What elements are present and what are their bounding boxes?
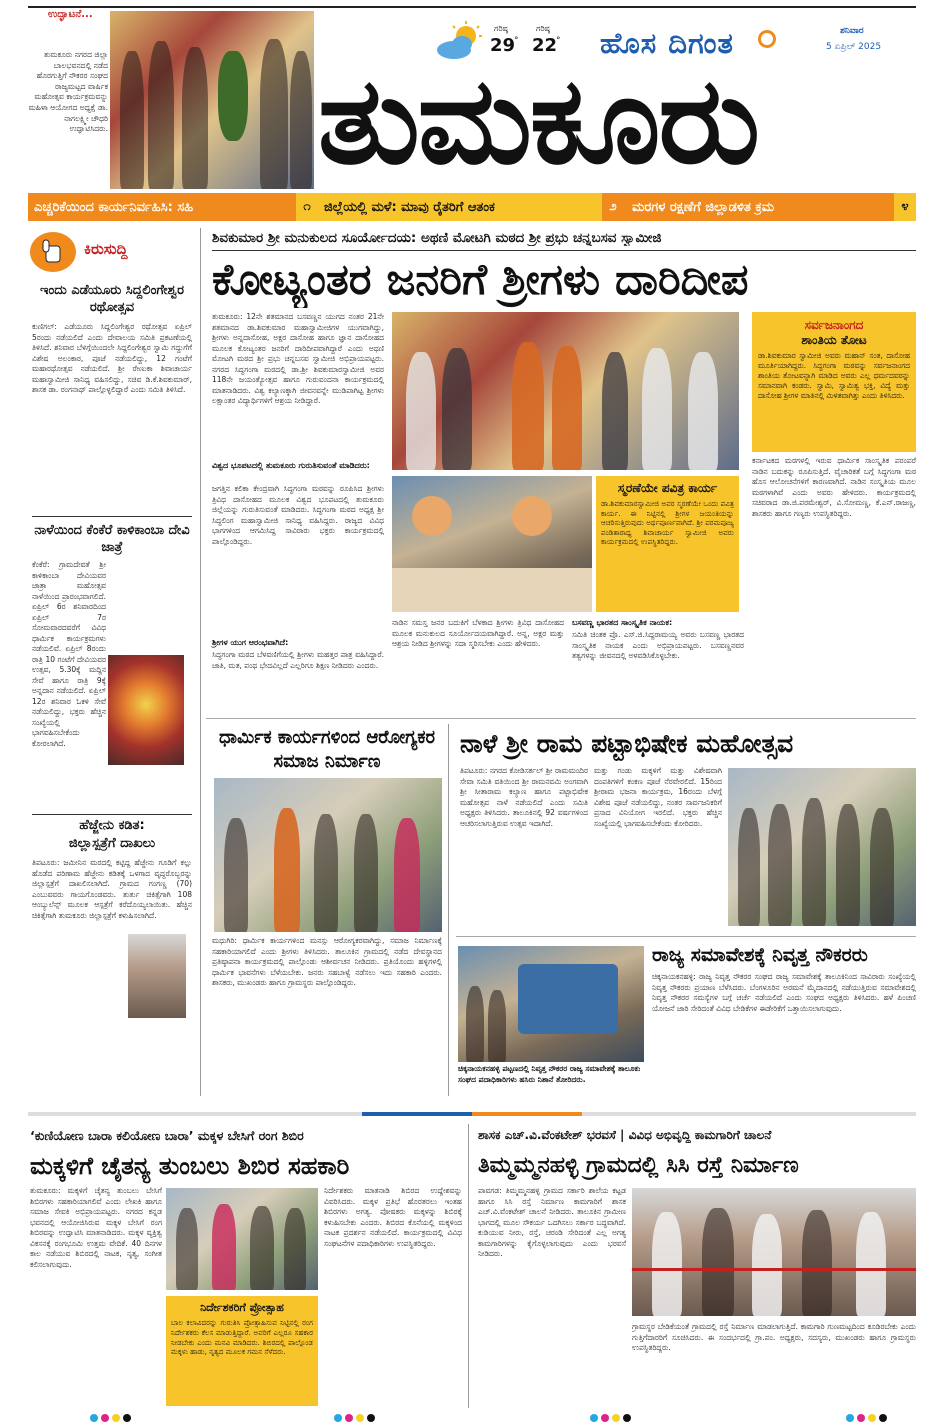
degree-icon: ° [556, 36, 561, 46]
lead-sub-2: ಶ್ರೀಗಳ ಯುಗ ಆರಂಭವಾಗಿದೆ: [212, 638, 289, 647]
rama-body-2: ಮತ್ತು ಗಂಡು ಮಕ್ಕಳಿಗೆ ಮತ್ತು ವಿಶೇಷವಾಗಿ ದಂಪತಿಗಳಿಗೆ ಕಂಕಣ ಪೂಜೆ ನೆರವೇರಲಿದೆ. 15ರಿಂದ ಶ್ರೀರಾಮ ಭಜನಾ ಕಾರ್ಯಕ್ರಮ, 16ರಂದು ಬೆಳಗ್ಗೆ ವಿಶೇಷ ಪೂಜೆ ನಡೆಯಲಿದ್ದು, ನಂತರ ಸಾರ್ವಜನಿಕರಿಗೆ ಪ್ರಸಾದ ವಿನಿಯೋಗ ಇರಲಿದೆ. ಭಕ್ತರು ಹೆಚ್ಚಿನ ಸಂಖ್ಯೆಯಲ್ಲಿ ಭಾಗವಹಿಸಬೇಕೆಂದು ಕೋರಿದರು. [594, 766, 722, 828]
road-body-1: ಪಾವಗಡ: ತಿಮ್ಮಮ್ಮನಹಳ್ಳಿ ಗ್ರಾಮದ ಸರ್ಕಾರಿ ಶಾಲೆಯ ಕಟ್ಟಡ ಹಾಗೂ ಸಿಸಿ ರಸ್ತೆ ನಿರ್ಮಾಣ ಕಾಮಗಾರಿಗೆ ಶಾಸಕ ಎಚ್.ವಿ.ವೆಂಕಟೇಶ್ ಚಾಲನೆ ನೀಡಿದರು. ತಾಲೂಕಿನ ಗ್ರಾಮೀಣ ಭಾಗದಲ್ಲಿ ಮೂಲ ಸೌಕರ್ಯ ಒದಗಿಸಲು ಸರ್ಕಾರ ಬದ್ಧವಾಗಿದೆ. ಕುಡಿಯುವ ನೀರು, ರಸ್ತೆ, ಚರಂಡಿ ಸೇರಿದಂತೆ ಎಲ್ಲ ಅಗತ್ಯ ಕಾಮಗಾರಿಗಳನ್ನು ಕೈಗೊಳ್ಳಲಾಗುವುದು ಎಂದು ಭರವಸೆ ನೀಡಿದರು. [478, 1186, 626, 1258]
brief-2-text-cont [110, 562, 192, 652]
section-divider [28, 1112, 916, 1116]
brief-2-headline: ನಾಳೆಯಿಂದ ಕೆಂಕೆರೆ ಕಾಳಿಕಾಂಬಾ ದೇವಿ ಜಾತ್ರೆ [34, 523, 190, 555]
issue-date: 5 ಏಪ್ರಿಲ್ 2025 [826, 42, 882, 52]
strip-item-3[interactable] [624, 193, 916, 221]
box-shantiya-thota [752, 312, 916, 452]
temp-max-label: ಗರಿಷ್ಠ [494, 24, 508, 33]
col-separator [468, 1124, 469, 1408]
inauguration-photo [110, 11, 314, 189]
camp-headline: ಮಕ್ಕಳಿಗೆ ಚೈತನ್ಯ ತುಂಬಲು ಶಿಬಿರ ಸಹಕಾರಿ [30, 1152, 350, 1180]
inauguration-caption: ತುಮಕೂರು ನಗರದ ಜಿಲ್ಲಾ ಬಾಲಭವನದಲ್ಲಿ ನಡೆದ ಹೊರಗುತ್ತಿಗೆ ನೌಕರರ ಸಂಘದ ರಾಜ್ಯಮಟ್ಟದ ವಾರ್ಷಿಕ ಮಹೋತ್ಸವ ಕಾರ್ಯಕ್ರಮವನ್ನು ಮಹಿಳಾ ಆಯೋಗದ ಅಧ್ಯಕ್ಷೆ ಡಾ. ನಾಗಲಕ್ಷ್ಮೀ ಚೌಧರಿ ಉದ್ಘಾಟಿಸಿದರು. [28, 50, 108, 134]
camp-photo [166, 1188, 318, 1290]
registration-marks [846, 1414, 887, 1422]
left-divider [32, 814, 192, 815]
paper-logo-icon [758, 30, 776, 48]
box-nirdeshakarige [166, 1296, 318, 1406]
registration-marks [90, 1414, 131, 1422]
lead-body-5: ಸಮಿತಿ ಚಿಂತಕ ಪ್ರೊ. ಎಸ್.ಜಿ.ಸಿದ್ದರಾಮಯ್ಯ ಅವರು ಬಸವಣ್ಣ ಭಾರತದ ಸಾಂಸ್ಕೃತಿಕ ನಾಯಕ ಎಂದು ಅಭಿಪ್ರಾಯಪಟ್ಟರು. ಬಸವಣ್ಣನವರ ತತ್ವಗಳನ್ನು ಜೀವನದಲ್ಲಿ ಅಳವಡಿಸಿಕೊಳ್ಳಬೇಕು. [572, 630, 744, 660]
brief-2-text: ಕೆಂಕೆರೆ: ಗ್ರಾಮದೇವತೆ ಶ್ರೀ ಕಾಳಿಕಾಂಬಾ ದೇವಿಯವರ ಜಾತ್ರಾ ಮಹೋತ್ಸವ ನಾಳೆಯಿಂದ ಪ್ರಾರಂಭವಾಗಲಿದೆ. ಏಪ್ರಿಲ್ 6ರ ಶನಿವಾರದಿಂದ ಏಪ್ರಿಲ್ 7ರ ಸೋಮವಾರದವರೆಗೆ ವಿವಿಧ ಧಾರ್ಮಿಕ ಕಾರ್ಯಕ್ರಮಗಳು ನಡೆಯಲಿವೆ. ಏಪ್ರಿಲ್ 8ರಂದು ರಾತ್ರಿ 10 ಗಂಟೆಗೆ ದೇವಿಯವರ ಉತ್ಸವ, 5.30ಕ್ಕೆ ಮದ್ದಿನ ಸೇವೆ ಹಾಗೂ ರಾತ್ರಿ 9ಕ್ಕೆ ಅನ್ನದಾನ ನಡೆಯಲಿದೆ. ಏಪ್ರಿಲ್ 12ರ ಶನಿವಾರ ಓಕಳಿ ಸೇವೆ ನಡೆಯಲಿದ್ದು, ಭಕ್ತರು ಹೆಚ್ಚಿನ ಸಂಖ್ಯೆಯಲ್ಲಿ ಭಾಗವಹಿಸಬೇಕೆಂದು ಕೋರಲಾಗಿದೆ. [32, 560, 106, 748]
road-body-2: ಗ್ರಾಮಸ್ಥರ ಬೇಡಿಕೆಯಂತೆ ಗ್ರಾಮದಲ್ಲಿ ರಸ್ತೆ ನಿರ್ಮಾಣ ಮಾಡಲಾಗುತ್ತಿದೆ. ಕಾಮಗಾರಿ ಗುಣಮಟ್ಟದಿಂದ ಕೂಡಿರಬೇಕು ಎಂದು ಗುತ್ತಿಗೆದಾರರಿಗೆ ಸೂಚಿಸಿದರು. ಈ ಸಂದರ್ಭದಲ್ಲಿ ಗ್ರಾ.ಪಂ. ಅಧ್ಯಕ್ಷರು, ಸದಸ್ಯರು, ಮುಖಂಡರು ಹಾಗೂ ಗ್ರಾಮಸ್ಥರು ಉಪಸ್ಥಿತರಿದ್ದರು. [632, 1322, 916, 1352]
registration-marks [590, 1414, 631, 1422]
lead-body-3: ಸಿದ್ಧಗಂಗಾ ಮಠದ ಬೆಳವಣಿಗೆಯಲ್ಲಿ ಶ್ರೀಗಳು ಮಹತ್ತರ ಪಾತ್ರ ವಹಿಸಿದ್ದಾರೆ. ಜಾತಿ, ಮತ, ಪಂಥ ಭೇದವಿಲ್ಲದೆ ಎಲ್ಲರಿಗೂ ಶಿಕ್ಷಣ ನೀಡಿದರು ಎಂದರು. [212, 650, 384, 670]
rama-body-1: ತಿಪಟೂರು: ನಗರದ ಕೋಡಿಸರ್ಕಲ್ ಶ್ರೀ ರಾಮಮಂದಿರ ಸೇವಾ ಸಮಿತಿ ವತಿಯಿಂದ ಶ್ರೀ ರಾಮನವಮಿ ಅಂಗವಾಗಿ ಶ್ರೀ ಸೀತಾರಾಮ ಕಲ್ಯಾಣ ಹಾಗೂ ಪಟ್ಟಾಭಿಷೇಕ ಮಹೋತ್ಸವ ನಾಳೆ ನಡೆಯಲಿದೆ ಎಂದು ಸಮಿತಿ ಅಧ್ಯಕ್ಷರು ತಿಳಿಸಿದರು. ತಾಲೂಕಿನಲ್ಲಿ 92 ವರ್ಷಗಳಿಂದ ಆಚರಿಸಲಾಗುತ್ತಿರುವ ಉತ್ಸವ ಇದಾಗಿದೆ. [460, 766, 588, 828]
brief-1-headline: ಇಂದು ಎಡೆಯೂರು ಸಿದ್ದಲಿಂಗೇಶ್ವರ ರಥೋತ್ಸವ [40, 283, 184, 315]
road-photo [632, 1188, 916, 1316]
temp-min-value: 22 [532, 35, 558, 56]
city-title: ತುಮಕೂರು [318, 52, 759, 191]
strip-item-1-text: ಎಚ್ಚರಿಕೆಯಿಂದ ಕಾರ್ಯನಿರ್ವಹಿಸಿ: ಸಹಿ [34, 199, 194, 215]
brief-3-headline-a: ಹೆಜ್ಜೇನು ಕಡಿತ: [79, 818, 145, 833]
bus-photo [458, 946, 644, 1062]
left-divider [32, 516, 192, 517]
lead-kicker: ಶಿವಕುಮಾರ ಶ್ರೀ ಮನುಕುಲದ ಸೂರ್ಯೋದಯ: ಅಥಣಿ ಮೋಟಗಿ ಮಠದ ಶ್ರೀ ಪ್ರಭು ಚನ್ನಬಸವ ಸ್ವಾಮೀಜಿ [212, 230, 662, 246]
lead-second-photo [392, 476, 592, 612]
top-rule [28, 6, 916, 8]
kalikamba-idol-photo [108, 655, 184, 765]
paper-name: ಹೊಸ ದಿಗಂತ [600, 26, 734, 60]
kirusuddi-brand: ಕಿರುಸುದ್ದಿ [84, 240, 128, 258]
box-1-title-1: ಸರ್ವಜನಾಂಗದ [804, 318, 864, 332]
degree-icon: ° [514, 36, 519, 46]
hand-icon [40, 238, 66, 266]
temp-max-value: 29 [490, 35, 516, 56]
rama-photo [728, 768, 916, 926]
brief-3-text: ತಿಪಟೂರು: ಜಮೀನಿನ ಮರದಲ್ಲಿ ಕಟ್ಟಿದ್ದ ಹೆಜ್ಜೇನು ಗೂಡಿಗೆ ಕಲ್ಲು ಹೊಡೆದ ಪರಿಣಾಮ ಹೆಜ್ಜೇನು ಕಡಿತಕ್ಕೆ ಒಳಗಾದ ವೃದ್ಧರೊಬ್ಬರನ್ನು ಜಿಲ್ಲಾಸ್ಪತ್ರೆಗೆ ದಾಖಲಿಸಲಾಗಿದೆ. ಗ್ರಾಮದ ಗಂಗಣ್ಣ (70) ಎಂಬುವವರು ಗಾಯಗೊಂಡವರು. ತುರ್ತು ಚಿಕಿತ್ಸೆಗಾಗಿ 108 ಆಂಬ್ಯುಲೆನ್ಸ್ ಮೂಲಕ ಆಸ್ಪತ್ರೆಗೆ ಕರೆದೊಯ್ಯಲಾಯಿತು. ಹೆಚ್ಚಿನ ಚಿಕಿತ್ಸೆಗಾಗಿ ತುಮಕೂರು ಜಿಲ್ಲಾಸ್ಪತ್ರೆಗೆ ಕಳುಹಿಸಲಾಗಿದೆ. [32, 858, 192, 920]
health-photo [214, 778, 442, 932]
health-headline: ಧಾರ್ಮಿಕ ಕಾರ್ಯಗಳಿಂದ ಆರೋಗ್ಯಕರ ಸಮಾಜ ನಿರ್ಮಾಣ [219, 727, 435, 772]
lead-kicker-underline [212, 250, 916, 251]
strip-item-2-text: ಜಿಲ್ಲೆಯಲ್ಲಿ ಮಳೆ: ಮಾವು ರೈತರಿಗೆ ಆತಂಕ [324, 199, 495, 215]
rama-headline: ನಾಳೆ ಶ್ರೀ ರಾಮ ಪಟ್ಟಾಭಿಷೇಕ ಮಹೋತ್ಸವ [460, 729, 794, 758]
patient-photo [128, 934, 186, 1018]
lead-body-6: ಕರ್ನಾಟಕದ ಮಠಗಳಲ್ಲಿ ಇರುವ ಧಾರ್ಮಿಕ ಸಾಂಸ್ಕೃತಿಕ ಪರಂಪರೆ ನಾಡಿನ ಬದುಕನ್ನು ರೂಪಿಸುತ್ತಿದೆ. ವೈಚಾರಿಕತೆ ಬಗ್ಗೆ ಸಿದ್ಧಗಂಗಾ ಮಠ ಹೊಸ ಆಲೋಚನೆಗಳಿಗೆ ಕಾರಣವಾಗಿದೆ. ನಾಡಿನ ಸಂಸ್ಕೃತಿಯ ಮೂಲ ಮಠಗಳಾಗಿವೆ ಎಂದು ಅವರು ಹೇಳಿದರು. ಕಾರ್ಯಕ್ರಮದಲ್ಲಿ ಸಚಿವರಾದ ಡಾ.ಜಿ.ಪರಮೇಶ್ವರ್, ವಿ.ಸೋಮಣ್ಣ, ಕೆ.ಎನ್.ರಾಜಣ್ಣ, ಶಾಸಕರು ಹಾಗೂ ಗಣ್ಯರು ಉಪಸ್ಥಿತರಿದ್ದರು. [752, 456, 916, 518]
box-2-text: ಡಾ.ಶಿವಕುಮಾರಸ್ವಾಮೀಜಿ ಅವರ ಸ್ಮರಣೆಯೇ ಒಂದು ಪವಿತ್ರ ಕಾರ್ಯ. ಈ ನಿಟ್ಟಿನಲ್ಲಿ ಶ್ರೀಗಳ ಜಯಂತಿಯನ್ನು ಆಚರಿಸುತ್ತಿರುವುದು ಅರ್ಥಪೂರ್ಣವಾಗಿದೆ. ಶ್ರೀ ಪರಮಪೂಜ್ಯ ಪಂಡಿತಾರಾಧ್ಯ ಶಿವಾಚಾರ್ಯ ಸ್ವಾಮೀಜಿ ಅವರು ಕಾರ್ಯಕ್ರಮದಲ್ಲಿ ಉಪಸ್ಥಿತರಿದ್ದರು. [601, 499, 734, 547]
camp-body-1: ತುಮಕೂರು: ಮಕ್ಕಳಿಗೆ ಚೈತನ್ಯ ತುಂಬಲು ಬೇಸಿಗೆ ಶಿಬಿರಗಳು ಸಹಕಾರಿಯಾಗಲಿವೆ ಎಂದು ಲೇಖಕಿ ಹಾಗೂ ಸಮಾಜ ಸೇವಕಿ ಅಭಿಪ್ರಾಯಪಟ್ಟರು. ನಗರದ ಕನ್ನಡ ಭವನದಲ್ಲಿ ಆಯೋಜಿಸಿರುವ ಮಕ್ಕಳ ಬೇಸಿಗೆ ರಂಗ ಶಿಬಿರವನ್ನು ಉದ್ಘಾಟಿಸಿ ಮಾತನಾಡಿದರು. ಮಕ್ಕಳ ವ್ಯಕ್ತಿತ್ವ ವಿಕಸನಕ್ಕೆ ರಂಗಭೂಮಿ ಉತ್ತಮ ವೇದಿಕೆ. 40 ದಿನಗಳ ಕಾಲ ನಡೆಯುವ ಶಿಬಿರದಲ್ಲಿ ನಾಟಕ, ನೃತ್ಯ, ಸಂಗೀತ ಕಲಿಸಲಾಗುವುದು. [30, 1186, 162, 1269]
col-separator [200, 228, 201, 1096]
rama-bottom-rule [456, 936, 916, 937]
lead-main-photo [392, 312, 739, 470]
bus-caption: ಚಿಕ್ಕನಾಯಕನಹಳ್ಳಿ ಪಟ್ಟಣದಲ್ಲಿ ನಿವೃತ್ತ ನೌಕರರ ರಾಜ್ಯ ಸಮಾವೇಶಕ್ಕೆ ತಾಲೂಕು ಸಂಘದ ಪದಾಧಿಕಾರಿಗಳು ಹಸಿರು ನಿಶಾನೆ ತೋರಿದರು. [458, 1064, 641, 1084]
registration-marks [334, 1414, 375, 1422]
road-kicker: ಶಾಸಕ ಎಚ್.ವಿ.ವೆಂಕಟೇಶ್ ಭರವಸೆ | ವಿವಿಧ ಅಭಿವೃದ್ಧಿ ಕಾಮಗಾರಿಗೆ ಚಾಲನೆ [478, 1128, 772, 1142]
strip-item-1-page: ೧ [296, 193, 318, 221]
lead-bottom-rule [206, 718, 916, 719]
strip-item-3-page: ೪ [894, 193, 916, 221]
lead-body-2: ಜಗತ್ತಿನ ಕಲಿಕಾ ಕೇಂದ್ರವಾಗಿ ಸಿದ್ಧಗಂಗಾ ಮಠವನ್ನು ರೂಪಿಸಿದ ಶ್ರೀಗಳು ತ್ರಿವಿಧ ದಾಸೋಹದ ಮೂಲಕ ವಿಶ್ವದ ಭೂಪಟದಲ್ಲಿ ತುಮಕೂರು ಜಿಲ್ಲೆಯನ್ನು ಗುರುತಿಸುವಂತೆ ಮಾಡಿದರು. ಸಿದ್ಧಗಂಗಾ ಮಠದ ಅಧ್ಯಕ್ಷ ಶ್ರೀ ಸಿದ್ಧಲಿಂಗ ಮಹಾಸ್ವಾಮೀಜಿ ಸಾನಿಧ್ಯ ವಹಿಸಿದ್ದರು. ರಾಜ್ಯದ ವಿವಿಧ ಭಾಗಗಳಿಂದ ಆಗಮಿಸಿದ್ದ ಸಾವಿರಾರು ಭಕ್ತರು ಕಾರ್ಯಕ್ರಮದಲ್ಲಿ ಪಾಲ್ಗೊಂಡಿದ್ದರು. [212, 484, 384, 546]
strip-item-1[interactable] [28, 193, 318, 221]
lead-body-1: ತುಮಕೂರು: 12ನೇ ಶತಮಾನದ ಬಸವಣ್ಣನ ಯುಗದ ನಂತರ 21ನೇ ಶತಮಾನದ ಡಾ.ಶಿವಕುಮಾರ ಮಹಾಸ್ವಾಮೀಜಿಗಳ ಯುಗವಾಗಿದ್ದು, ಶ್ರೀಗಳು ಅನ್ನದಾಸೋಹ, ಅಕ್ಷರ ದಾಸೋಹ ಹಾಗೂ ಜ್ಞಾನ ದಾಸೋಹದ ಮೂಲಕ ಕೋಟ್ಯಂತರ ಜನರಿಗೆ ದಾರಿದೀಪವಾಗಿದ್ದಾರೆ ಎಂದು ಅಥಣಿ ಮೋಟಗಿ ಮಠದ ಶ್ರೀ ಪ್ರಭು ಚನ್ನಬಸವ ಸ್ವಾಮೀಜಿ ಅಭಿಪ್ರಾಯಪಟ್ಟರು. ನಗರದ ಸಿದ್ಧಗಂಗಾ ಮಠದಲ್ಲಿ ಡಾ.ಶ್ರೀ ಶಿವಕುಮಾರಸ್ವಾಮೀಜಿ ಅವರ 118ನೇ ಜಯಂತ್ಯೋತ್ಸವ ಹಾಗೂ ಗುರುವಂದನಾ ಕಾರ್ಯಕ್ರಮದಲ್ಲಿ ಮಾತನಾಡಿದರು. ವಿಶ್ವ ಕಲ್ಯಾಣಕ್ಕಾಗಿ ಜೀವನವನ್ನೇ ಮುಡಿಪಾಗಿಟ್ಟ ಶ್ರೀಗಳು ಲಕ್ಷಾಂತರ ವಿದ್ಯಾರ್ಥಿಗಳಿಗೆ ಆಶ್ರಯ ನೀಡಿದ್ದಾರೆ. [212, 312, 384, 405]
road-headline: ತಿಮ್ಮಮ್ಮನಹಳ್ಳಿ ಗ್ರಾಮದಲ್ಲಿ ಸಿಸಿ ರಸ್ತೆ ನಿರ್ಮಾಣ [478, 1153, 799, 1178]
camp-box-text: ಬಾಲ ಕಲಾವಿದರನ್ನು ಗುರುತಿಸಿ ಪ್ರೋತ್ಸಾಹಿಸುವ ನಿಟ್ಟಿನಲ್ಲಿ ರಂಗ ನಿರ್ದೇಶಕರು ಕೆಲಸ ಮಾಡುತ್ತಿದ್ದಾರೆ. ಅವರಿಗೆ ಎಲ್ಲರೂ ಸಹಕಾರ ನೀಡಬೇಕು ಎಂದು ಮನವಿ ಮಾಡಿದರು. ಶಿಬಿರದಲ್ಲಿ ಪಾಲ್ಗೊಂಡ ಮಕ್ಕಳು ಹಾಡು, ನೃತ್ಯದ ಮೂಲಕ ಗಮನ ಸೆಳೆದರು. [171, 1318, 313, 1357]
lead-headline: ಕೋಟ್ಯಂತರ ಜನರಿಗೆ ಶ್ರೀಗಳು ದಾರಿದೀಪ [212, 255, 749, 305]
camp-kicker: ‘ಕುಣಿಯೋಣ ಬಾರಾ ಕಲಿಯೋಣ ಬಾರಾ’ ಮಕ್ಕಳ ಬೇಸಿಗೆ ರಂಗ ಶಿಬಿರ [30, 1128, 304, 1143]
box-1-text: ಡಾ.ಶಿವಕುಮಾರ ಸ್ವಾಮೀಜಿ ಅವರು ಮಹಾನ್ ಸಂತ, ದಾಸೋಹ ಮೂರ್ತಿಯಾಗಿದ್ದರು. ಸಿದ್ಧಗಂಗಾ ಮಠವನ್ನು ಸರ್ವಜನಾಂಗದ ಶಾಂತಿಯ ತೋಟವನ್ನಾಗಿ ಮಾಡಿದ ಅವರು ಎಲ್ಲ ಧರ್ಮದವರನ್ನು ಸಮಾನವಾಗಿ ಕಂಡರು. ಸ್ವಾಮಿ, ಸ್ವಾಮಿತ್ವ ಭಕ್ತಿ, ವಿದ್ಯೆ ಮತ್ತು ದಾಸೋಹ ಶ್ರೀಗಳ ಮಾತಿನಲ್ಲಿ ಮಿಳಿತವಾಗಿತ್ತು ಎಂದು ತಿಳಿಸಿದರು. [758, 351, 910, 400]
lead-body-4: ನಾಡಿನ ಸಮಸ್ತ ಜನರ ಬದುಕಿಗೆ ಬೆಳಕಾದ ಶ್ರೀಗಳು ತ್ರಿವಿಧ ದಾಸೋಹದ ಮೂಲಕ ಮನುಕುಲದ ಸೂರ್ಯೋದಯವಾಗಿದ್ದಾರೆ. ಅನ್ನ, ಅಕ್ಷರ ಮತ್ತು ಆಶ್ರಯ ನೀಡಿದ ಶ್ರೀಗಳನ್ನು ಸದಾ ಸ್ಮರಿಸಬೇಕು ಎಂದು ಹೇಳಿದರು. [392, 618, 564, 648]
health-body: ಮಧುಗಿರಿ: ಧಾರ್ಮಿಕ ಕಾರ್ಯಗಳಿಂದ ಮನಸ್ಸು ಆರೋಗ್ಯಕರವಾಗಿದ್ದು, ಸಮಾಜ ನಿರ್ಮಾಣಕ್ಕೆ ಸಹಕಾರಿಯಾಗಲಿದೆ ಎಂದು ಶ್ರೀಗಳು ತಿಳಿಸಿದರು. ತಾಲೂಕಿನ ಗ್ರಾಮದಲ್ಲಿ ನಡೆದ ದೇವಸ್ಥಾನದ ಪ್ರತಿಷ್ಠಾಪನಾ ಕಾರ್ಯಕ್ರಮದಲ್ಲಿ ಪಾಲ್ಗೊಂಡು ಆಶೀರ್ವಚನ ನೀಡಿದರು. ಪ್ರತಿಯೊಂದು ಹಳ್ಳಿಗಳಲ್ಲಿ ಧಾರ್ಮಿಕ ಭಾವನೆಗಳು ಬೆಳೆಯಬೇಕು. ಜನರು ಸಹಬಾಳ್ವೆ ನಡೆಸಲು ಇದು ಸಹಕಾರಿ ಎಂದರು. ಶಾಸಕರು, ಮುಖಂಡರು ಹಾಗೂ ಗ್ರಾಮಸ್ಥರು ಪಾಲ್ಗೊಂಡಿದ್ದರು. [212, 936, 442, 987]
strip-item-2[interactable] [318, 193, 624, 221]
camp-body-2: ನಿರ್ದೇಶಕರು ಮಾತನಾಡಿ ಶಿಬಿರದ ಉದ್ದೇಶವನ್ನು ವಿವರಿಸಿದರು. ಮಕ್ಕಳ ಪ್ರತಿಭೆ ಹೊರತರಲು ಇಂತಹ ಶಿಬಿರಗಳು ಅಗತ್ಯ. ಪೋಷಕರು ಮಕ್ಕಳನ್ನು ಶಿಬಿರಕ್ಕೆ ಕಳುಹಿಸಬೇಕು ಎಂದರು. ಶಿಬಿರದ ಕೊನೆಯಲ್ಲಿ ಮಕ್ಕಳಿಂದ ನಾಟಕ ಪ್ರದರ್ಶನ ನಡೆಯಲಿದೆ. ಕಾರ್ಯಕ್ರಮದಲ್ಲಿ ವಿವಿಧ ಸಂಘಟನೆಗಳ ಪದಾಧಿಕಾರಿಗಳು ಉಪಸ್ಥಿತರಿದ್ದರು. [324, 1186, 462, 1248]
temp-min-label: ಗರಿಷ್ಠ [536, 24, 550, 33]
lead-sub-3: ಬಸವಣ್ಣ ಭಾರತದ ಸಾಂಸ್ಕೃತಿಕ ನಾಯಕ: [572, 618, 673, 627]
camp-box-title: ನಿರ್ದೇಶಕರಿಗೆ ಪ್ರೋತ್ಸಾಹ [200, 1301, 284, 1314]
issue-day: ಶನಿವಾರ [840, 26, 864, 36]
box-2-title: ಸ್ಮರಣೆಯೇ ಪವಿತ್ರ ಕಾರ್ಯ [617, 481, 718, 495]
col-separator [448, 724, 449, 1096]
brief-3-headline-b: ಜಿಲ್ಲಾಸ್ಪತ್ರೆಗೆ ದಾಖಲು [68, 836, 156, 851]
lead-sub-1: ವಿಶ್ವದ ಭೂಪಟದಲ್ಲಿ ತುಮಕೂರು ಗುರುತಿಸುವಂತೆ ಮಾಡಿದರು: [212, 461, 370, 470]
bus-body: ಚಿಕ್ಕನಾಯಕನಹಳ್ಳಿ: ರಾಜ್ಯ ನಿವೃತ್ತ ನೌಕರರ ಸಂಘದ ರಾಜ್ಯ ಸಮಾವೇಶಕ್ಕೆ ತಾಲೂಕಿನಿಂದ ಸಾವಿರಾರು ಸಂಖ್ಯೆಯಲ್ಲಿ ನಿವೃತ್ತ ನೌಕರರು ಪ್ರಯಾಣ ಬೆಳೆಸಿದರು. ಬೆಂಗಳೂರಿನ ಅರಮನೆ ಮೈದಾನದಲ್ಲಿ ನಡೆಯುತ್ತಿರುವ ಸಮಾವೇಶದಲ್ಲಿ ನಿವೃತ್ತ ನೌಕರರ ಸಮಸ್ಯೆಗಳ ಬಗ್ಗೆ ಚರ್ಚೆ ನಡೆಯಲಿದೆ ಎಂದು ಸಂಘದ ಅಧ್ಯಕ್ಷರು ತಿಳಿಸಿದರು. ಹಳೆ ಪಿಂಚಣಿ ಯೋಜನೆ ಜಾರಿ ಸೇರಿದಂತೆ ವಿವಿಧ ಬೇಡಿಕೆಗಳ ಈಡೇರಿಕೆಗೆ ಒತ್ತಾಯಿಸಲಾಗುವುದು. [652, 972, 916, 1013]
box-1-title-2: ಶಾಂತಿಯ ತೋಟ [801, 333, 867, 347]
bus-headline: ರಾಜ್ಯ ಸಮಾವೇಶಕ್ಕೆ ನಿವೃತ್ತ ನೌಕರರು [652, 944, 868, 966]
strip-item-3-text: ಮರಗಳ ರಕ್ಷಣೆಗೆ ಜಿಲ್ಲಾಡಳಿತ ಕ್ರಮ [632, 199, 775, 215]
strip-item-2-page: ೨ [602, 193, 624, 221]
box-smaraneye [596, 476, 739, 612]
inauguration-label: ಉದ್ಘಾಟನೆ... [48, 9, 93, 20]
brief-1-text: ಕುಣಿಗಲ್: ಎಡೆಯೂರು ಸಿದ್ದಲಿಂಗೇಶ್ವರ ರಥೋತ್ಸವ ಏಪ್ರಿಲ್ 5ರಂದು ನಡೆಯಲಿದೆ ಎಂದು ದೇವಾಲಯ ಸಮಿತಿ ಪ್ರಕಟಣೆಯಲ್ಲಿ ತಿಳಿಸಿದೆ. ಶನಿವಾರ ಬೆಳಿಗ್ಗೆಯಿಂದಲೇ ಸಿದ್ದಲಿಂಗೇಶ್ವರ ಸ್ವಾಮಿ ಗದ್ದುಗೆಗೆ ವಿಶೇಷ ಅಲಂಕಾರ, ಪೂಜೆ ನಡೆಯಲಿದ್ದು, 12 ಗಂಟೆಗೆ ಮಹಾರಥೋತ್ಸವ ನಡೆಯಲಿದೆ. ಶ್ರೀ ರೇಣುಕಾ ಶಿವಾಚಾರ್ಯ ಮಹಾಸ್ವಾಮೀಜಿ ಸಾನಿಧ್ಯ ವಹಿಸಲಿದ್ದು, ಸಚಿವ ಡಿ.ಕೆ.ಶಿವಕುಮಾರ್, ಶಾಸಕ ಡಾ. ರಂಗನಾಥ್ ಪಾಲ್ಗೊಳ್ಳಲಿದ್ದಾರೆ ಎಂದು ಸಮಿತಿ ತಿಳಿಸಿದೆ. [32, 322, 192, 394]
